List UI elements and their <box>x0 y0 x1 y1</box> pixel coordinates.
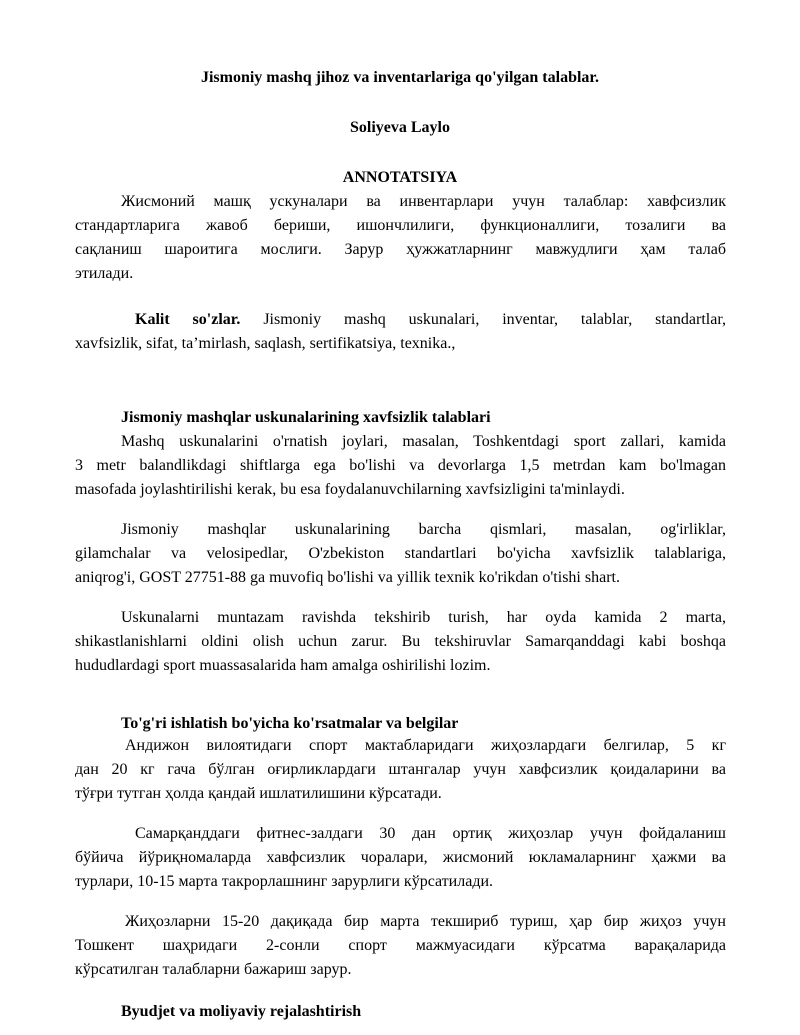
section-heading: To'g'ri ishlatish bo'yicha ko'rsatmalar va belgilar <box>121 715 459 732</box>
author-name: Soliyeva Laylo <box>349 119 450 136</box>
paragraph-line: кўрсатилган талабларни бажариш зарур. <box>75 961 352 978</box>
keywords-text: Jismoniy mashq uskunalari, inventar, talablar, standartlar, <box>263 311 727 328</box>
paragraph-line: 3 metr balandlikdagi shiftlarga ega bo'lishi va devorlarga 1,5 metrdan kam bo'lmagan <box>75 457 726 474</box>
abstract-line: сақланиш шароитига мослиги. Зарур ҳужжатларнинг мавжудлиги ҳам талаб <box>75 241 726 258</box>
paragraph-line: бўйича йўриқномаларда хавфсизлик чоралари, жисмоний юкламаларнинг ҳажми ва <box>75 849 726 866</box>
paragraph-line: Тошкент шаҳридаги 2-сонли спорт мажмуасидаги кўрсатма варақаларида <box>75 937 726 954</box>
paragraph-line: Самарқанддаги фитнес-залдаги 30 дан ортиқ жиҳозлар учун фойдаланиш <box>135 825 726 842</box>
abstract-line: Жисмоний машқ ускуналари ва инвентарлари учун талаблар: хавфсизлик <box>121 193 726 210</box>
paragraph-line: тўғри тутган ҳолда қандай ишлатилишини кўрсатади. <box>75 785 442 802</box>
paragraph-line: aniqrog'i, GOST 27751-88 ga muvofiq bo'lishi va yillik texnik ko'rikdan o'tishi shart. <box>75 569 620 586</box>
paragraph-line: masofada joylashtirilishi kerak, bu esa foydalanuvchilarning xavfsizligini ta'minlaydi. <box>75 481 625 498</box>
paragraph-line: gilamchalar va velosipedlar, O'zbekiston standartlari bo'yicha xavfsizlik talablariga, <box>75 545 726 562</box>
abstract-line: этилади. <box>75 265 134 282</box>
paragraph-line: shikastlanishlarni oldini olish uchun zarur. Bu tekshiruvlar Samarqanddagi kabi boshqa <box>75 633 726 650</box>
paragraph-line: Uskunalarni muntazam ravishda tekshirib turish, har oyda kamida 2 marta, <box>121 609 726 626</box>
keywords-line: xavfsizlik, sifat, ta’mirlash, saqlash, sertifikatsiya, texnika., <box>75 335 456 352</box>
paragraph-line: дан 20 кг гача бўлган оғирликлардаги штангалар учун хавфсизлик қоидаларини ва <box>75 761 726 778</box>
keywords-line <box>135 310 726 330</box>
section-heading: Byudjet va moliyaviy rejalashtirish <box>121 1003 362 1020</box>
keywords-label: Kalit so'zlar. <box>135 311 241 328</box>
section-heading: Jismoniy mashqlar uskunalarining xavfsizlik talablari <box>121 409 491 426</box>
document-title: Jismoniy mashq jihoz va inventarlariga qo'yilgan talablar. <box>200 69 600 86</box>
abstract-line: стандартларига жавоб бериши, ишончлилиги, функционаллиги, тозалиги ва <box>75 217 726 234</box>
paragraph-line: турлари, 10-15 марта такрорлашнинг зарурлиги кўрсатилади. <box>75 873 494 890</box>
paragraph-line: Жиҳозларни 15-20 дақиқада бир марта текшириб туриш, ҳар бир жиҳоз учун <box>125 913 726 930</box>
paragraph-line: Jismoniy mashqlar uskunalarining barcha qismlari, masalan, og'irliklar, <box>121 521 726 538</box>
paragraph-line: hududlardagi sport muassasalarida ham amalga oshirilishi lozim. <box>75 657 491 674</box>
abstract-heading: ANNOTATSIYA <box>342 169 458 186</box>
paragraph-line: Андижон вилоятидаги спорт мактабларидаги жиҳозлардаги белгилар, 5 кг <box>125 737 726 754</box>
paragraph-line: Mashq uskunalarini o'rnatish joylari, masalan, Toshkentdagi sport zallari, kamida <box>121 433 726 450</box>
